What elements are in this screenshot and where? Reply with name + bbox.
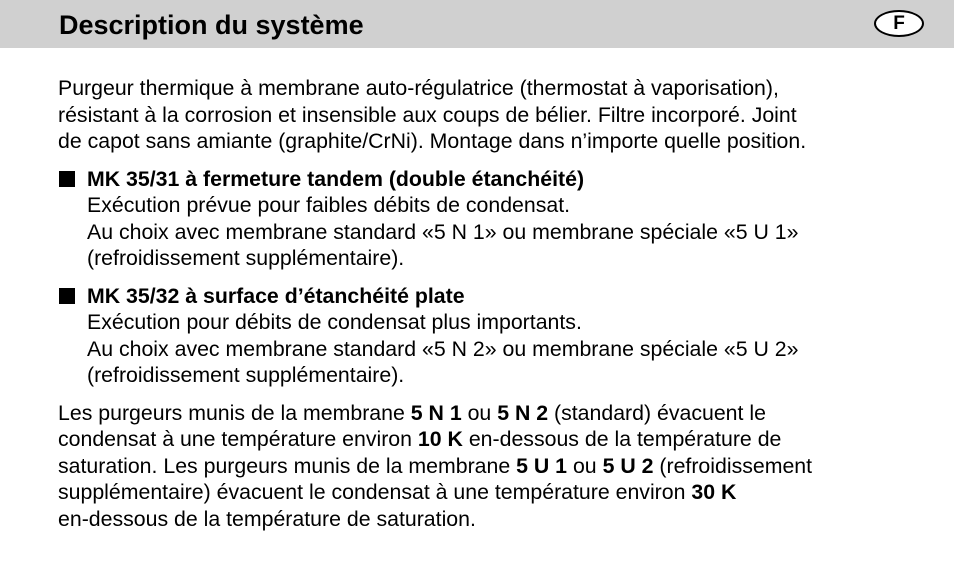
item-title: MK 35/32 à surface d’étanchéité plate: [87, 283, 465, 308]
description-content: [58, 75, 948, 532]
closing-line: supplémentaire) évacuent le condensat à une température environ 30 K: [58, 480, 737, 504]
intro-line: résistant à la corrosion et insensible aux coups de bélier. Filtre incorporé. Joint: [58, 102, 797, 127]
section-header: [0, 0, 954, 48]
item-line: (refroidissement supplémentaire).: [87, 363, 405, 387]
section-title: Description du système: [59, 10, 364, 40]
closing-line: condensat à une température environ 10 K en-dessous de la température de: [58, 427, 782, 451]
closing-line: en-dessous de la température de saturation.: [58, 506, 476, 531]
square-bullet-icon: [59, 171, 75, 187]
item-line: Au choix avec membrane standard «5 N 1» ou membrane spéciale «5 U 1»: [87, 219, 799, 244]
list-item: [58, 166, 948, 272]
item-title: MK 35/31 à fermeture tandem (double étanchéité): [87, 166, 585, 191]
item-line: Exécution pour débits de condensat plus importants.: [87, 310, 582, 334]
intro-line: Purgeur thermique à membrane auto-régulatrice (thermostat à vaporisation),: [58, 76, 779, 100]
item-line: Exécution prévue pour faibles débits de condensat.: [87, 193, 571, 217]
intro-paragraph: [58, 75, 948, 155]
list-item: [58, 283, 948, 389]
square-bullet-icon: [59, 288, 75, 304]
closing-line: saturation. Les purgeurs munis de la membrane 5 U 1 ou 5 U 2 (refroidissement: [58, 453, 813, 478]
closing-paragraph: [58, 400, 948, 533]
item-line: (refroidissement supplémentaire).: [87, 246, 405, 270]
item-line: Au choix avec membrane standard «5 N 2» ou membrane spéciale «5 U 2»: [87, 336, 799, 361]
closing-line: Les purgeurs munis de la membrane 5 N 1 ou 5 N 2 (standard) évacuent le: [58, 400, 766, 425]
language-badge: F: [874, 10, 924, 37]
intro-line: de capot sans amiante (graphite/CrNi). Montage dans n’importe quelle position.: [58, 129, 807, 153]
